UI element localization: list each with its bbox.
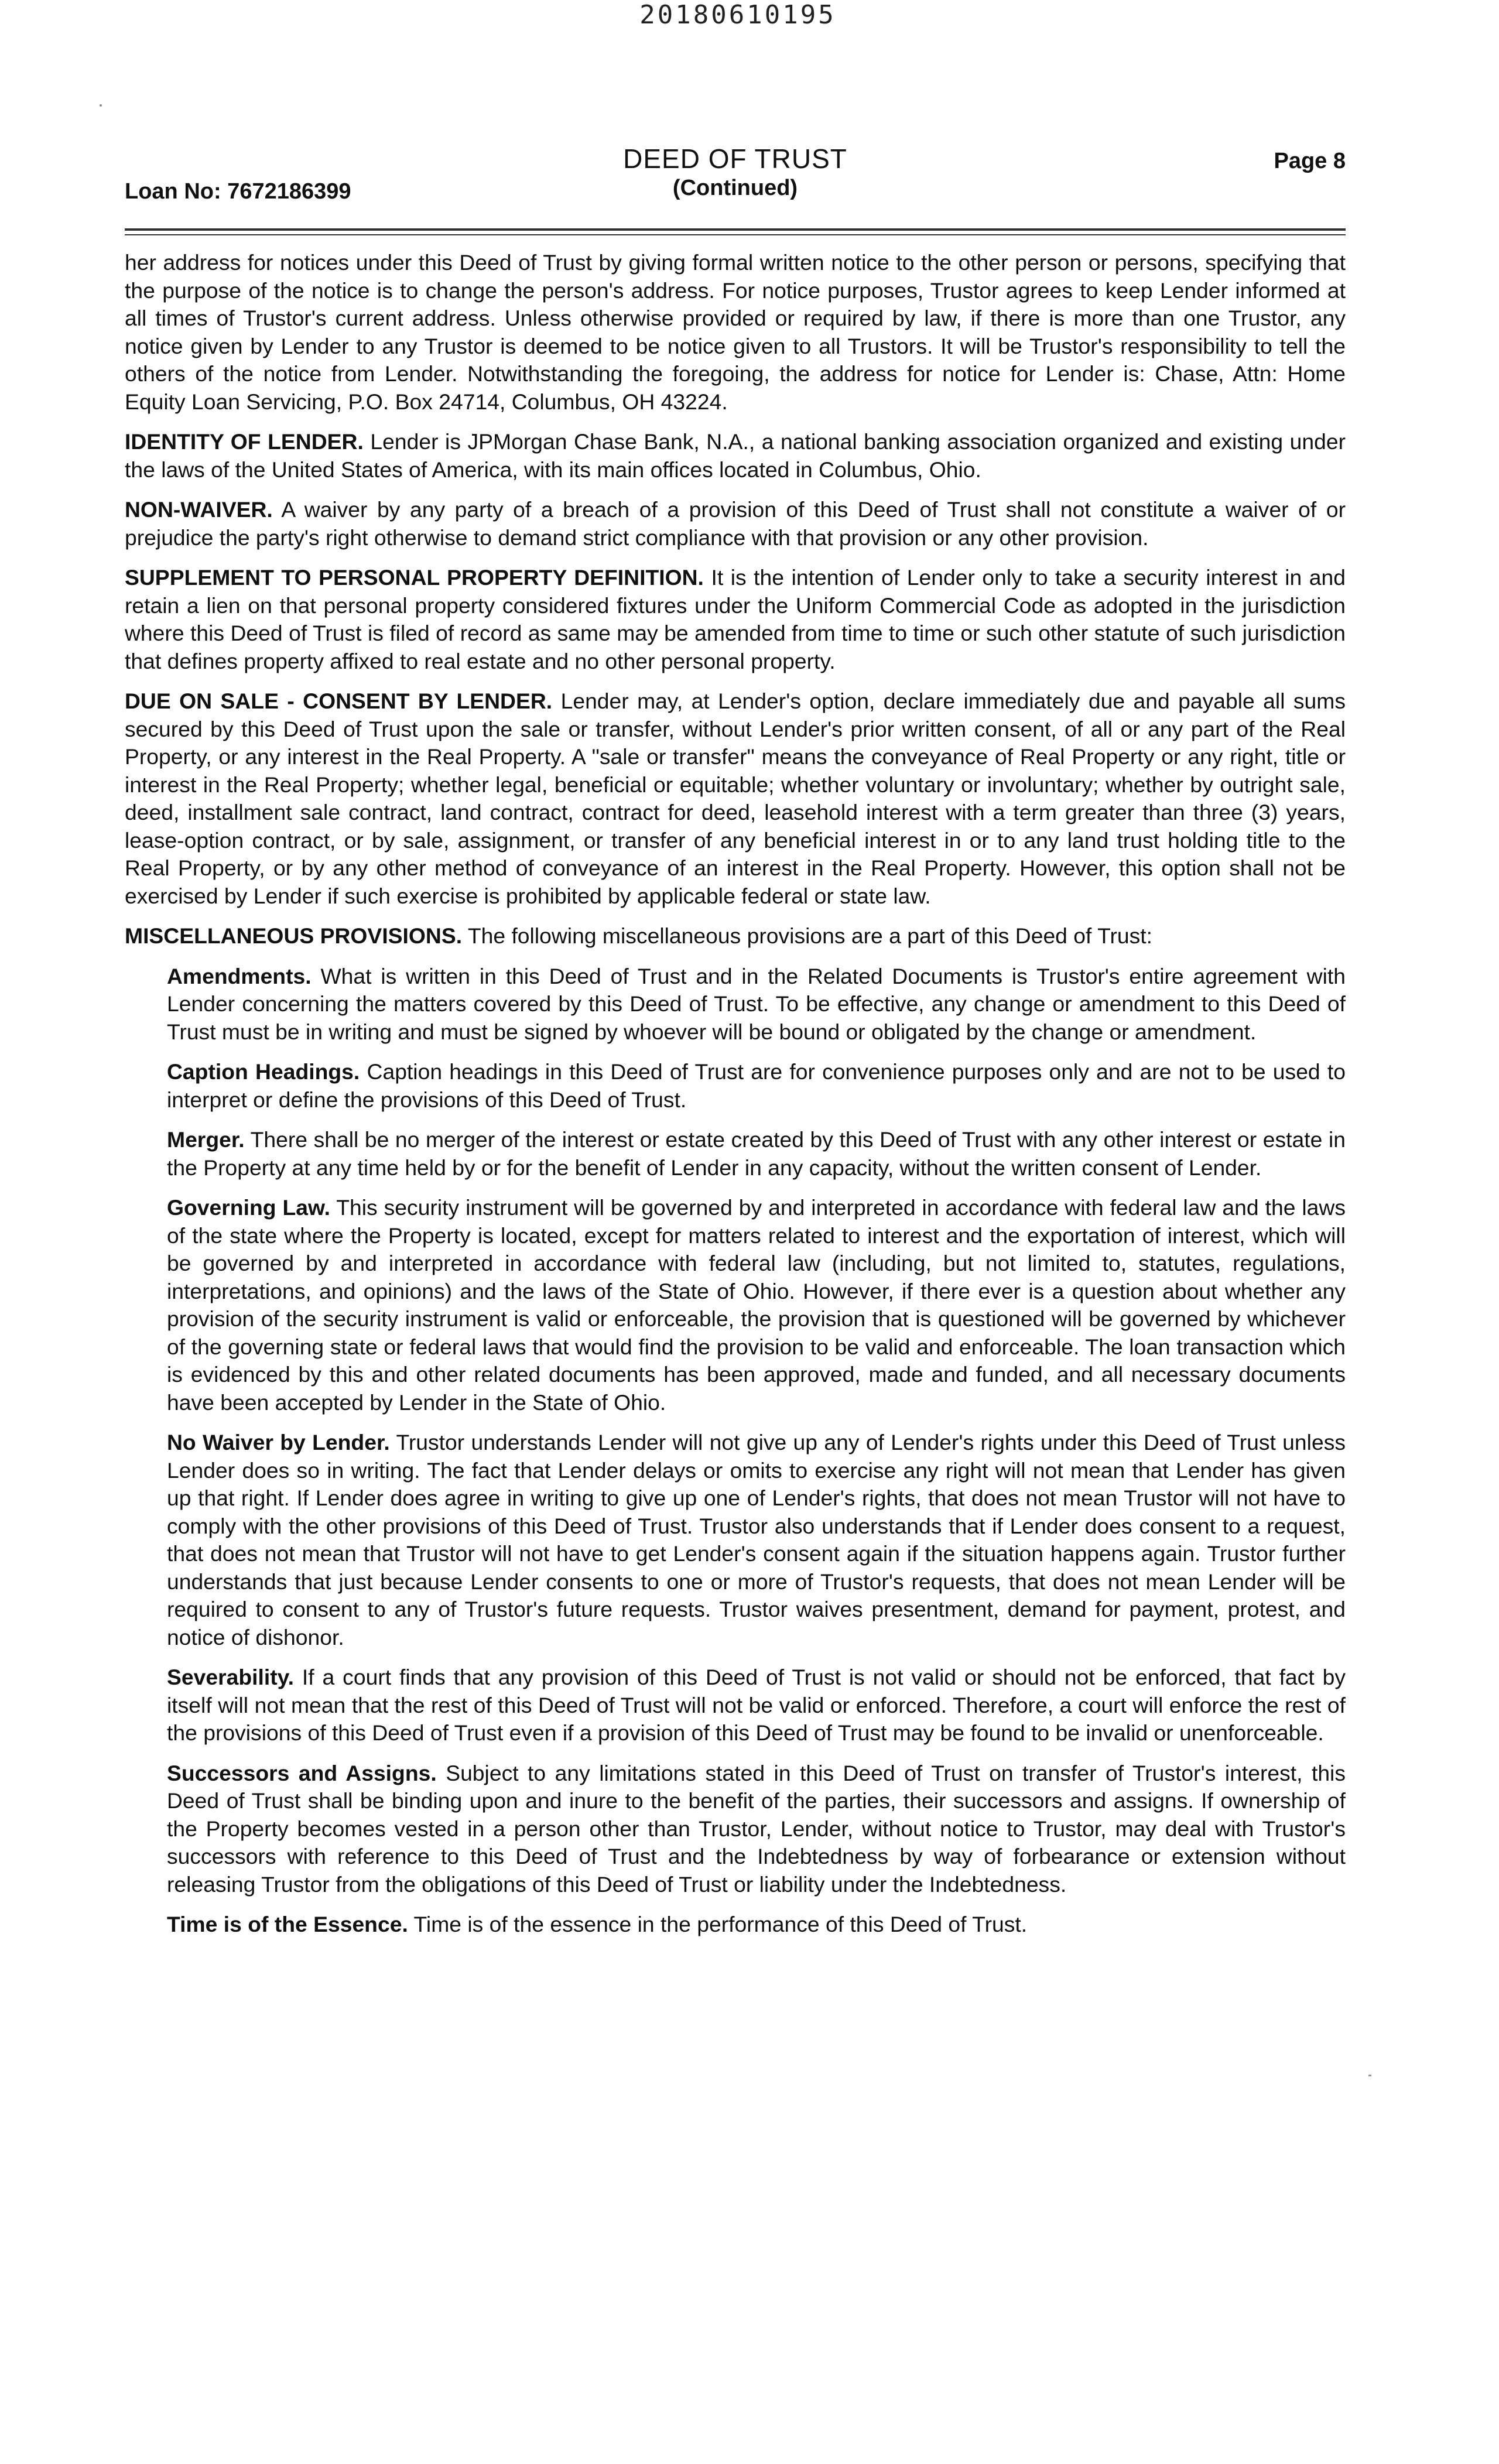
- paragraph-identity-of-lender: [125, 428, 1346, 484]
- provision-merger: [167, 1126, 1346, 1182]
- provision-severability: [167, 1664, 1346, 1747]
- paragraph-text: A waiver by any party of a breach of a provision of this Deed of Trust shall not constitute a waiver of or prejudice the party's right otherwise to demand strict compliance with that provision or any other provision.: [125, 497, 1346, 550]
- provision-text: This security instrument will be governed by and interpreted in accordance with federal law and the laws of the state where the Property is located, except for matters related to interest and the exportation of interest, which will be governed by and interpreted in accordance with federal law (including, but not limited to, statutes, regulations, interpretations, and opinions) and the laws of the State of Ohio. However, if there ever is a question about whether any provision of the security instrument is valid or enforceable, the provision that is questioned will be governed by whichever of the governing state or federal laws that would find the provision to be valid and enforceable. The loan transaction which is evidenced by this and other related documents has been approved, made and funded, and all necessary documents have been accepted by Lender in the State of Ohio.: [167, 1195, 1346, 1415]
- provision-text: What is written in this Deed of Trust and in the Related Documents is Trustor's entire agreement with Lender concerning the matters covered by this Deed of Trust. To be effective, any change or amendment to this Deed of Trust must be in writing and must be signed by whoever will be bound or obligated by the change or amendment.: [167, 963, 1346, 1044]
- paragraph-heading: SUPPLEMENT TO PERSONAL PROPERTY DEFINITION.: [125, 565, 704, 590]
- scan-speck: [1368, 2075, 1371, 2076]
- paragraph-due-on-sale: [125, 687, 1346, 910]
- provision-text: There shall be no merger of the interest or estate created by this Deed of Trust with any other interest or estate in the Property at any time held by or for the benefit of Lender in any capacity, without the written consent of Lender.: [167, 1127, 1346, 1180]
- scan-speck: [100, 104, 102, 107]
- provision-amendments: [167, 963, 1346, 1046]
- header-rule-thin: [125, 234, 1346, 235]
- paragraph-non-waiver: [125, 496, 1346, 552]
- page-number: Page 8: [1274, 149, 1346, 173]
- provision-text: Caption headings in this Deed of Trust are for convenience purposes only and are not to be used to interpret or define the provisions of this Deed of Trust.: [167, 1059, 1346, 1112]
- provision-heading: Successors and Assigns.: [167, 1760, 437, 1785]
- paragraph-text: her address for notices under this Deed of Trust by giving formal written notice to the other person or persons, specifying that the purpose of the notice is to change the person's address. For notice purposes, Trustor agrees to keep Lender informed at all times of Trustor's current address. Unless otherwise provided or required by law, if there is more than one Trustor, any notice given by Lender to any Trustor is deemed to be notice given to all Trustors. It will be Trustor's responsibility to tell the others of the notice from Lender. Notwithstanding the foregoing, the address for notice for Lender is: Chase, Attn: Home Equity Loan Servicing, P.O. Box 24714, Columbus, OH 43224.: [125, 250, 1346, 414]
- provision-heading: Merger.: [167, 1127, 245, 1152]
- loan-number: 7672186399: [227, 179, 351, 204]
- provision-no-waiver-by-lender: [167, 1429, 1346, 1651]
- paragraph-text: The following miscellaneous provisions are a part of this Deed of Trust:: [467, 923, 1153, 948]
- provision-heading: Time is of the Essence.: [167, 1912, 408, 1936]
- header-rule: [125, 228, 1346, 231]
- paragraph-text: It is the intention of Lender only to take a security interest in and retain a lien on that personal property considered fixtures under the Uniform Commercial Code as adopted in the jurisdiction where this Deed of Trust is filed of record as same may be amended from time to time or such other statute of such jurisdiction that defines property affixed to real estate and no other personal property.: [125, 565, 1346, 673]
- provision-text: Subject to any limitations stated in this Deed of Trust on transfer of Trustor's interest, this Deed of Trust shall be binding upon and inure to the benefit of the parties, their successors and assigns. If ownership of the Property becomes vested in a person other than Trustor, Lender, without notice to Trustor, may deal with Trustor's successors with reference to this Deed of Trust and the Indebtedness by way of forbearance or extension without releasing Trustor from the obligations of this Deed of Trust or liability under the Indebtedness.: [167, 1760, 1346, 1897]
- provision-heading: No Waiver by Lender.: [167, 1430, 390, 1455]
- provision-text: If a court finds that any provision of this Deed of Trust is not valid or should not be enforced, that fact by itself will not mean that the rest of this Deed of Trust will not be valid or enforced. Therefore, a court will enforce the rest of the provisions of this Deed of Trust even if a provision of this Deed of Trust may be found to be invalid or unenforceable.: [167, 1665, 1346, 1745]
- provision-text: Trustor understands Lender will not give up any of Lender's rights under this Deed of Trust unless Lender does so in writing. The fact that Lender delays or omits to exercise any right will not mean that Lender has given up that right. If Lender does agree in writing to give up one of Lender's rights, that does not mean Trustor will not have to comply with the other provisions of this Deed of Trust. Trustor also understands that if Lender does consent to a request, that does not mean that Trustor will not have to get Lender's consent again if the situation happens again. Trustor further understands that just because Lender consents to one or more of Trustor's requests, that does not mean Lender will be required to consent to any of Trustor's future requests. Trustor waives presentment, demand for payment, protest, and notice of dishonor.: [167, 1430, 1346, 1649]
- paragraph-notice-continued: [125, 249, 1346, 416]
- provision-heading: Severability.: [167, 1665, 294, 1689]
- paragraph-heading: DUE ON SALE - CONSENT BY LENDER.: [125, 689, 553, 713]
- loan-number-label: Loan No:: [125, 179, 221, 204]
- provision-heading: Caption Headings.: [167, 1059, 360, 1084]
- document-title: DEED OF TRUST: [623, 143, 847, 174]
- document-subtitle: (Continued): [672, 176, 798, 200]
- provision-heading: Amendments.: [167, 963, 312, 988]
- paragraph-text: Lender may, at Lender's option, declare immediately due and payable all sums secured by this Deed of Trust upon the sale or transfer, without Lender's prior written consent, of all or any part of the Real Property, or any interest in the Real Property. A "sale or transfer" means the conveyance of Real Property or any right, title or interest in the Real Property; whether legal, beneficial or equitable; whether voluntary or involuntary; whether by outright sale, deed, installment sale contract, land contract, contract for deed, leasehold interest with a term greater than three (3) years, lease-option contract, or by sale, assignment, or transfer of any beneficial interest in or to any land trust holding title to the Real Property, or by any other method of conveyance of an interest in the Real Property. However, this option shall not be exercised by Lender if such exercise is prohibited by applicable federal or state law.: [125, 689, 1346, 908]
- paragraph-heading: NON-WAIVER.: [125, 497, 273, 522]
- paragraph-supplement-personal-property: [125, 564, 1346, 675]
- provision-governing-law: [167, 1194, 1346, 1416]
- paragraph-text: Lender is JPMorgan Chase Bank, N.A., a national banking association organized and existing under the laws of the United States of America, with its main offices located in Columbus, Ohio.: [125, 429, 1346, 482]
- provision-heading: Governing Law.: [167, 1195, 330, 1220]
- paragraph-miscellaneous-provisions: [125, 922, 1346, 950]
- document-header: [125, 141, 1346, 211]
- provision-caption-headings: [167, 1058, 1346, 1114]
- provision-time-of-essence: [167, 1911, 1346, 1939]
- provision-successors-and-assigns: [167, 1760, 1346, 1899]
- document-body: [125, 249, 1346, 1951]
- paragraph-heading: MISCELLANEOUS PROVISIONS.: [125, 923, 463, 948]
- paragraph-heading: IDENTITY OF LENDER.: [125, 429, 364, 454]
- document-number: 20180610195: [639, 0, 836, 30]
- provision-text: Time is of the essence in the performance of this Deed of Trust.: [413, 1912, 1028, 1936]
